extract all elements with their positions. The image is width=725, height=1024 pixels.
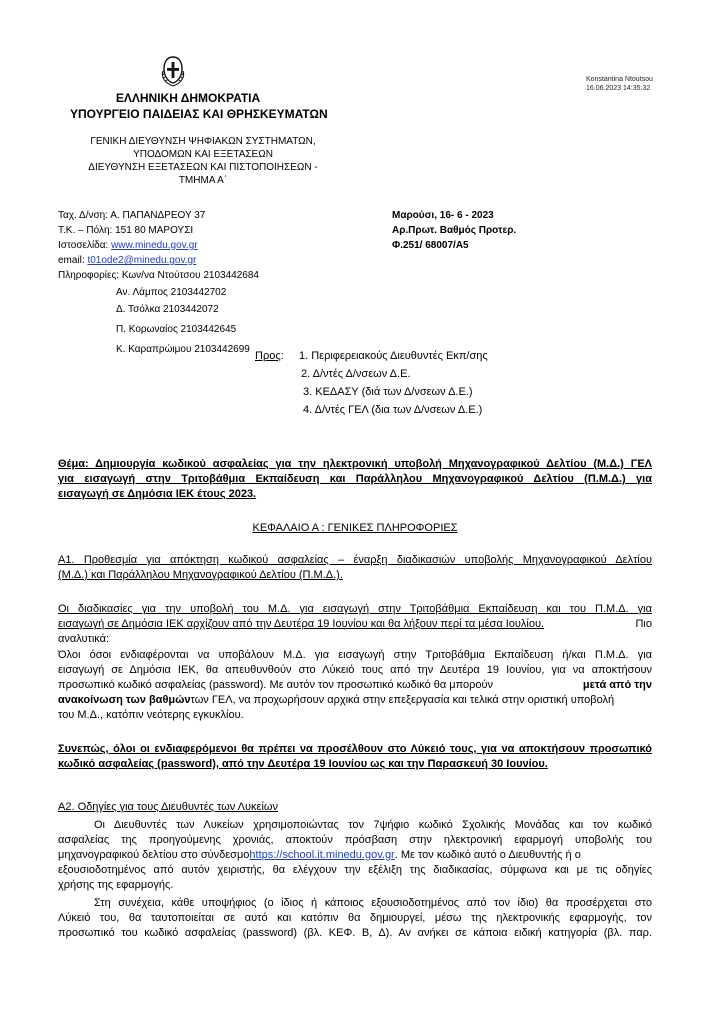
paragraph-line: Πιο bbox=[635, 618, 652, 630]
emphasis: ανακοίνωση των βαθμών bbox=[58, 694, 191, 706]
paragraph-line: των ΓΕΛ, να προχωρήσουν αρχικά στην επεξεργασία και τελικά στην οριστική υποβολή bbox=[190, 694, 615, 706]
paragraph-line: Οι Διευθυντές των Λυκείων χρησιμοποιώντας τον 7ψήφιο κωδικό Σχολικής Μονάδας και τον κωδικό bbox=[94, 819, 652, 831]
paragraph-line: εισαγωγή σε Δημόσια ΙΕΚ αρχίζουν από την Δευτέρα 19 Ιουνίου και θα λήξουν περί τα μέσα Ιουλίου. bbox=[58, 618, 545, 630]
paragraph-line: χρήσης της εφαρμογής. bbox=[58, 879, 174, 891]
paragraph-line: εξουσιοδοτημένος από αυτόν χειριστής, θα ελέγχουν την εξέλιξη της διαδικασίας, σύμφωνα και με τις οδηγίες bbox=[58, 864, 652, 876]
section-a1-heading bbox=[58, 553, 652, 583]
a2-paragraph-2 bbox=[58, 896, 652, 941]
signature-timestamp: 16.06.2023 14:35:32 bbox=[586, 85, 651, 92]
paragraph-line: Στη συνέχεια, κάθε υποψήφιος (ο ίδιος ή κάποιος εξουσιοδοτημένος από τον ίδιο) θα προσέρχεται στο bbox=[94, 897, 652, 909]
file-number: Φ.251/ 68007/Α5 bbox=[392, 240, 469, 251]
directorate-line: ΤΜΗΜΑ Α΄ bbox=[178, 175, 228, 186]
directorate-line: ΥΠΟΔΟΜΩΝ ΚΑΙ ΕΞΕΤΑΣΕΩΝ bbox=[133, 149, 273, 160]
website-line bbox=[58, 239, 358, 254]
paragraph-line: μηχανογραφικού δελτίου στο σύνδεσμο bbox=[58, 849, 250, 861]
paragraph-line: κωδικό ασφαλείας (password), από την Δευτέρα 19 Ιουνίου ως και την Παρασκευή 30 Ιουνίου. bbox=[58, 758, 548, 770]
emphasis: μετά από την bbox=[582, 679, 652, 691]
ministry-title: ΥΠΟΥΡΓΕΙΟ ΠΑΙΔΕΙΑΣ ΚΑΙ ΘΡΗΣΚΕΥΜΑΤΩΝ bbox=[70, 107, 328, 121]
paragraph-line: αναλυτικά: bbox=[58, 633, 110, 645]
directorate-block bbox=[58, 135, 348, 187]
subject bbox=[58, 457, 652, 502]
paragraph-line: ασφαλείας της προηγούμενης χρονιάς, αποκτούν πρόσβαση στην ηλεκτρονική εφαρμογή υποβολής του bbox=[58, 834, 652, 846]
contact-person: Κ. Καραπρώιμου 2103442699 bbox=[116, 344, 250, 355]
place-date: Μαρούσι, 16- 6 - 2023 bbox=[392, 210, 494, 221]
section-a2-heading: Α2. Οδηγίες για τους Διευθυντές των Λυκείων bbox=[58, 801, 278, 813]
postal-city: Τ.Κ. – Πόλη: 151 80 ΜΑΡΟΥΣΙ bbox=[58, 225, 194, 236]
recipients-block: Προς: 1. Περιφερειακούς Διευθυντές Εκπ/σης 2. Δ/ντές Δ/νσεων Δ.Ε. 3. ΚΕΔΑΣΥ (διά των Δ/νσεων Δ.Ε.) 4. Δ/ντές ΓΕΛ (δια των Δ/νσεων Δ.Ε.) bbox=[255, 349, 585, 421]
protocol-number: Αρ.Πρωτ. Βαθμός Προτερ. bbox=[392, 225, 517, 236]
recipient-item: 2. Δ/ντές Δ/νσεων Δ.Ε. bbox=[301, 368, 411, 380]
email-label: email: bbox=[58, 255, 88, 266]
heading-line: Α1. Προθεσμία για απόκτηση κωδικού ασφαλείας – έναρξη διαδικασιών υποβολής Μηχανογραφικού Δελτίου bbox=[58, 554, 652, 566]
paragraph-line: εισαγωγή σε Δημόσια ΙΕΚ, θα απευθυνθούν στο Λύκειό τους από την Δευτέρα 19 Ιουνίου, για να αποκτήσουν bbox=[58, 664, 652, 676]
paragraph-line: προσωπικό του κωδικό ασφαλείας (password) (βλ. ΚΕΦ. Β, Δ). Αν ανήκει σε κάποια ειδική κατηγορία (βλ. παρ. bbox=[58, 927, 652, 939]
header-titles bbox=[70, 90, 328, 122]
website-link[interactable]: www.minedu.gov.gr bbox=[111, 240, 198, 251]
paragraph-line: Λύκειό του, θα ταυτοποιείται σε αυτό και κατόπιν θα δημιουργεί, μέσω της ηλεκτρονικής εφαρμογής, τον bbox=[58, 912, 652, 924]
subject-line: Θέμα: Δημιουργία κωδικού ασφαλείας για την ηλεκτρονική υποβολή Μηχανογραφικού Δελτίου (Μ.Δ.) ΓΕΛ bbox=[58, 458, 652, 470]
a1-paragraph-1 bbox=[58, 602, 652, 647]
a2-paragraph-1 bbox=[58, 818, 652, 893]
email-link[interactable]: t01ode2@minedu.gov.gr bbox=[87, 255, 197, 266]
a1-paragraph-2 bbox=[58, 648, 652, 723]
paragraph-line: του Μ.Δ., κατόπιν νεότερης εγκυκλίου. bbox=[58, 709, 244, 721]
document-meta bbox=[392, 209, 592, 254]
coat-of-arms-icon bbox=[158, 53, 188, 92]
info-line: Πληροφορίες: Κων/να Ντούτσου 2103442684 bbox=[58, 270, 259, 281]
recipient-item: 1. Περιφερειακούς Διευθυντές Εκπ/σης bbox=[299, 350, 488, 362]
paragraph-line: . Με τον κωδικό αυτό ο Διευθυντής ή ο bbox=[394, 849, 581, 861]
website-label: Ιστοσελίδα: bbox=[58, 240, 112, 251]
contact-person: Δ. Τσόλκα 2103442072 bbox=[116, 304, 219, 315]
digital-signature bbox=[586, 75, 653, 93]
chapter-title: ΚΕΦΑΛΑΙΟ Α : ΓΕΝΙΚΕΣ ΠΛΗΡΟΦΟΡΙΕΣ bbox=[252, 522, 458, 534]
contact-person: Π. Κορωναίος 2103442645 bbox=[116, 324, 237, 335]
address: Ταχ. Δ/νση: Α. ΠΑΠΑΝΔΡΕΟΥ 37 bbox=[58, 210, 206, 221]
contact-block bbox=[58, 209, 358, 360]
subject-line: για εισαγωγή στην Τριτοβάθμια Εκπαίδευση και Παράλληλου Μηχανογραφικού Δελτίου (Π.Μ.Δ.) για bbox=[58, 473, 652, 485]
recipient-item: 3. ΚΕΔΑΣΥ (διά των Δ/νσεων Δ.Ε.) bbox=[303, 386, 473, 398]
signer-name: Konstantina Ntoutsou bbox=[586, 76, 653, 83]
email-line bbox=[58, 254, 358, 269]
school-app-link[interactable]: https://school.it.minedu.gov.gr bbox=[249, 849, 395, 861]
heading-line: (Μ.Δ.) και Παράλληλου Μηχανογραφικού Δελτίου (Π.Μ.Δ.). bbox=[58, 569, 343, 581]
directorate-line: ΔΙΕΥΘΥΝΣΗ ΕΞΕΤΑΣΕΩΝ ΚΑΙ ΠΙΣΤΟΠΟΙΗΣΕΩΝ - bbox=[88, 162, 318, 173]
paragraph-line: Όλοι όσοι ενδιαφέρονται να υποβάλουν Μ.Δ. για εισαγωγή στην Τριτοβάθμια Εκπαίδευση ή/και Π.Μ.Δ. για bbox=[58, 649, 652, 661]
directorate-line: ΓΕΝΙΚΗ ΔΙΕΥΘΥΝΣΗ ΨΗΦΙΑΚΩΝ ΣΥΣΤΗΜΑΤΩΝ, bbox=[90, 136, 316, 147]
a1-paragraph-3 bbox=[58, 742, 652, 772]
recipient-item: 4. Δ/ντές ΓΕΛ (δια των Δ/νσεων Δ.Ε.) bbox=[303, 404, 483, 416]
paragraph-line: Οι διαδικασίες για την υποβολή του Μ.Δ. για εισαγωγή στην Τριτοβάθμια Εκπαίδευση και του Π.Μ.Δ. για bbox=[58, 603, 652, 615]
paragraph-line: προσωπικό κωδικό ασφαλείας (password). Με αυτόν τον προσωπικό κωδικό θα μπορούν bbox=[58, 679, 494, 691]
paragraph-line: Συνεπώς, όλοι οι ενδιαφερόμενοι θα πρέπει να προσέλθουν στο Λύκειό τους, για να αποκτήσουν προσωπικό bbox=[58, 743, 652, 755]
subject-line: εισαγωγή σε Δημόσια ΙΕΚ έτους 2023. bbox=[58, 488, 257, 500]
recipients-label: Προς bbox=[255, 350, 281, 362]
country-title: ΕΛΛΗΝΙΚΗ ΔΗΜΟΚΡΑΤΙΑ bbox=[115, 91, 261, 105]
contact-person: Αν. Λάμπος 2103442702 bbox=[116, 287, 227, 298]
